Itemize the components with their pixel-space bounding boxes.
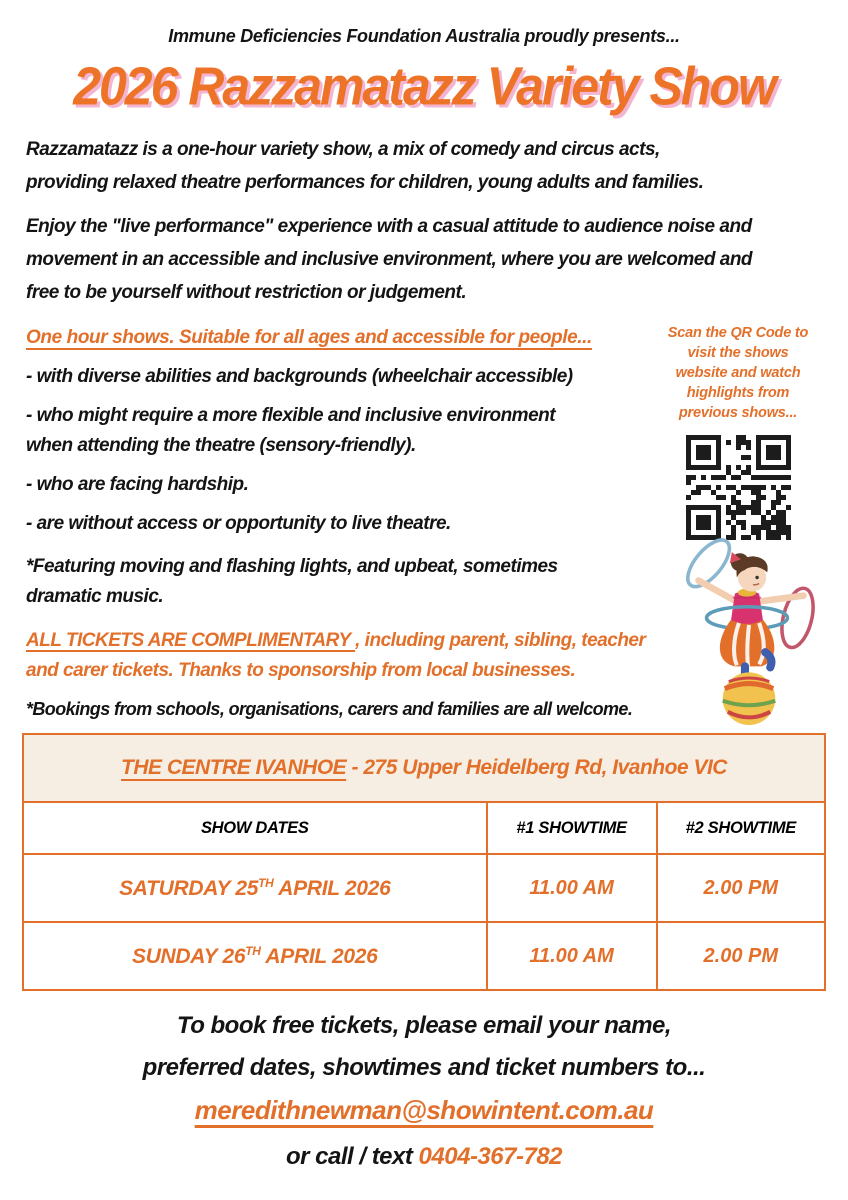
showtime-1-cell: 11.00 AM: [487, 854, 657, 922]
booking-call-line: [0, 1136, 848, 1178]
venue-address: - 275 Upper Heidelberg Rd, Ivanhoe VIC: [346, 756, 727, 779]
intro-section: [26, 133, 824, 309]
column-header-show-dates: SHOW DATES: [23, 802, 487, 854]
table-row: [23, 922, 825, 990]
intro-paragraph-1: Razzamatazz is a one-hour variety show, a mix of comedy and circus acts, providing relaxed theatre performances for children, young adults and families.: [26, 139, 704, 193]
qr-block: [654, 323, 822, 540]
column-header-showtime-2: #2 SHOWTIME: [657, 802, 825, 854]
showtime-2-cell: 2.00 PM: [657, 922, 825, 990]
intro-paragraph-2: Enjoy the "live performance" experience with a casual attitude to audience noise and movement in an accessible and inclusive environment, where you are welcomed and free to be yourself without restriction or judgement.: [26, 216, 753, 303]
schedule-table: [22, 733, 826, 991]
accessibility-item: - who are facing hardship.: [26, 474, 249, 495]
presents-line: Immune Deficiencies Foundation Australia proudly presents...: [168, 26, 680, 46]
call-prefix: or call / text: [285, 1143, 419, 1170]
qr-code: [686, 435, 791, 540]
booking-email-link[interactable]: meredithnewman@showintent.com.au: [194, 1095, 654, 1125]
venue-row: [23, 734, 825, 802]
accessibility-item: - who might require a more flexible and inclusive environment when attending the theatre (sensory-friendly).: [26, 405, 556, 456]
bookings-note: *Bookings from schools, organisations, carers and families are all welcome.: [26, 699, 633, 719]
booking-section: [0, 1005, 848, 1178]
accessibility-item: - are without access or opportunity to live theatre.: [26, 513, 451, 534]
show-date-cell: SUNDAY 26TH APRIL 2026: [23, 922, 487, 990]
accessibility-item: - with diverse abilities and backgrounds (wheelchair accessible): [26, 366, 573, 387]
booking-instruction-line-1: To book free tickets, please email your name,: [176, 1012, 672, 1039]
booking-phone-number: 0404-367-782: [418, 1143, 563, 1170]
show-date-cell: SATURDAY 25TH APRIL 2026: [23, 854, 487, 922]
showtime-2-cell: 2.00 PM: [657, 854, 825, 922]
acrobat-illustration: [672, 535, 824, 727]
tickets-paragraph: [26, 626, 746, 686]
show-title: 2026 Razzamatazz Variety Show: [73, 55, 775, 117]
tickets-rest-line1: , including parent, sibling, teacher: [355, 630, 646, 651]
booking-instruction-line-2: preferred dates, showtimes and ticket numbers to...: [142, 1054, 706, 1081]
column-header-row: [23, 802, 825, 854]
showtime-1-cell: 11.00 AM: [487, 922, 657, 990]
qr-caption: Scan the QR Code to visit the shows website and watch highlights from previous shows...: [667, 325, 809, 421]
tickets-highlight: ALL TICKETS ARE COMPLIMENTARY: [26, 630, 356, 651]
tickets-rest-line2: and carer tickets. Thanks to sponsorship from local businesses.: [26, 660, 576, 681]
column-header-showtime-1: #1 SHOWTIME: [487, 802, 657, 854]
venue-name: THE CENTRE IVANHOE: [121, 756, 347, 779]
venue-cell: [23, 734, 825, 802]
accessibility-list: [26, 362, 681, 539]
featuring-note: *Featuring moving and flashing lights, and upbeat, sometimes dramatic music.: [26, 556, 558, 607]
accessibility-heading: One hour shows. Suitable for all ages and accessible for people...: [26, 327, 592, 348]
table-row: [23, 854, 825, 922]
middle-section: [26, 323, 824, 723]
